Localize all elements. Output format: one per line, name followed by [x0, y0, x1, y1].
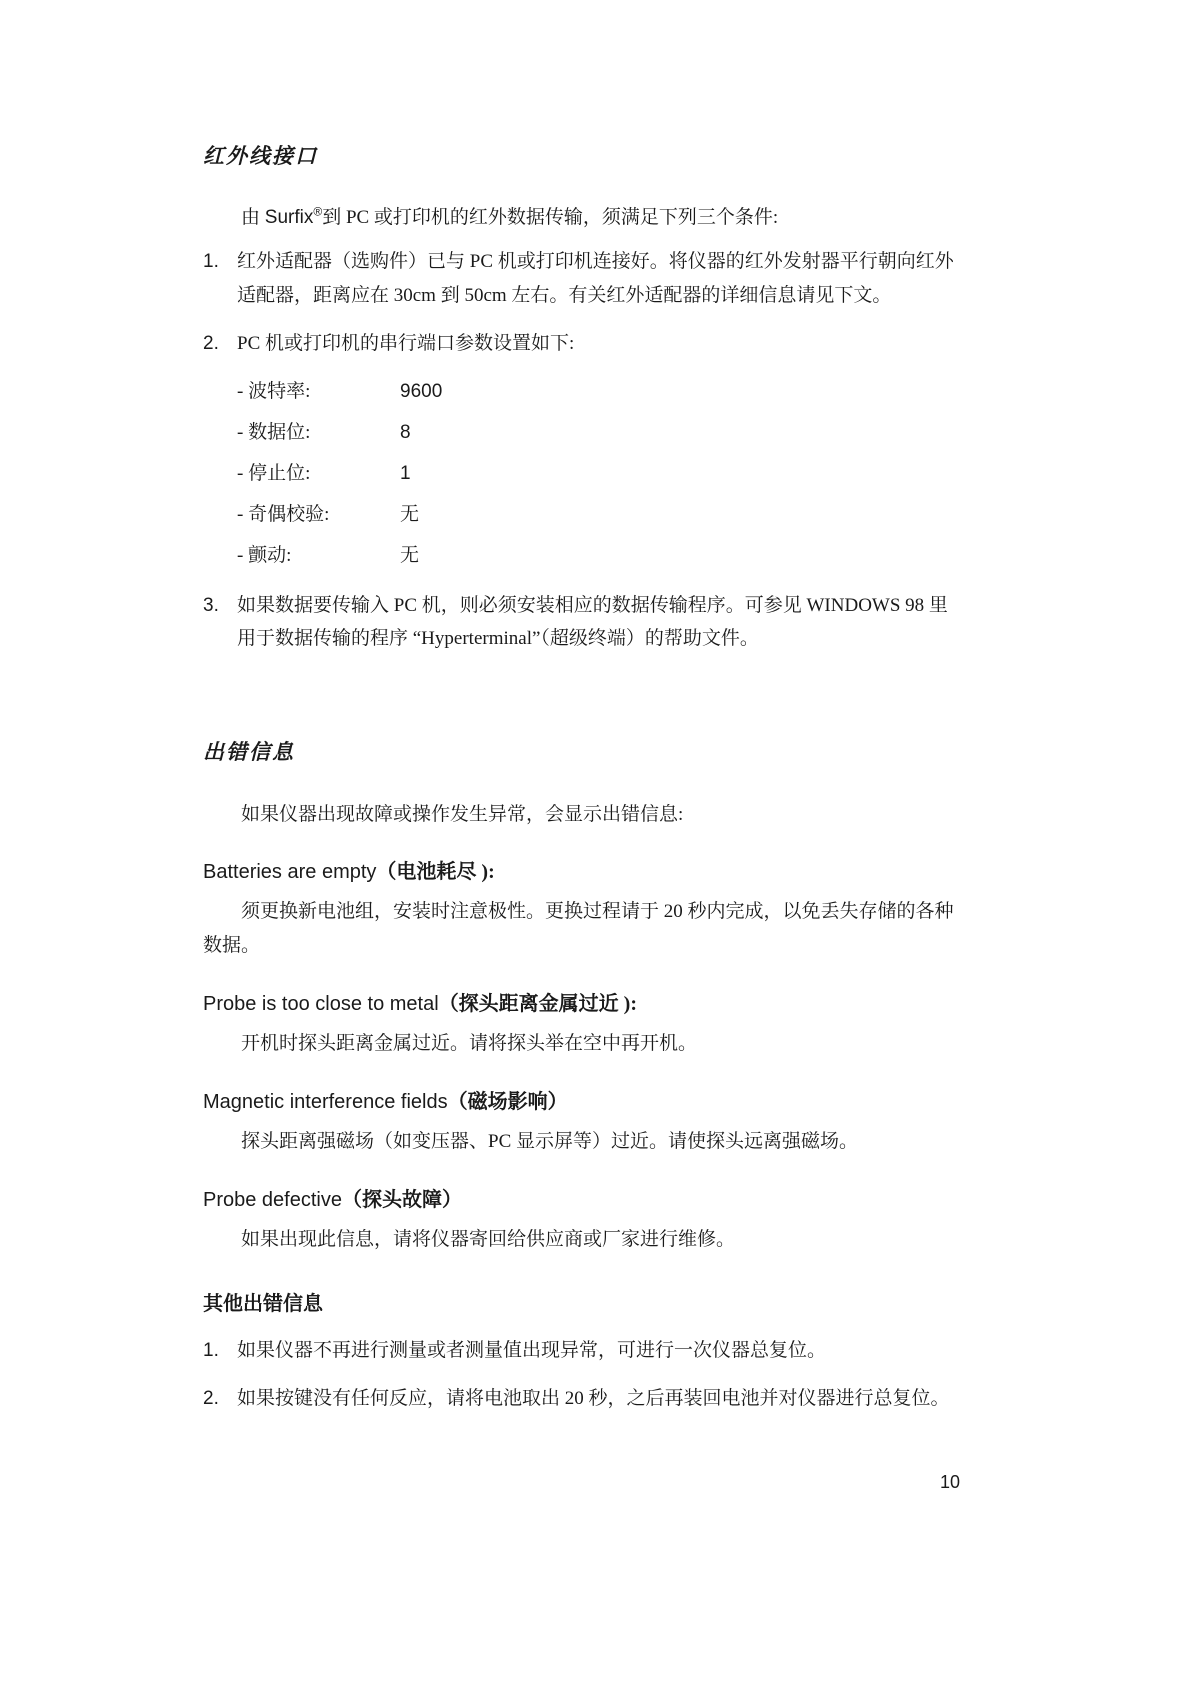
other-error-item-2 [203, 1382, 965, 1416]
param-row-baudrate [237, 375, 965, 409]
list-item-number: 1. [203, 1340, 219, 1362]
list-item-text: 红外适配器（选购件）已与 PC 机或打印机连接好。将仪器的红外发射器平行朝向红外适配器，距离应在 30cm 到 50cm 左右。有关红外适配器的详细信息请见下文。 [237, 251, 954, 306]
list-item-text: 如果数据要传输入 PC 机，则必须安装相应的数据传输程序。可参见 WINDOWS 98 里用于数据传输的程序 “Hyperterminal”（超级终端）的帮助文件。 [237, 594, 948, 650]
list-item-number: 1. [203, 251, 219, 273]
error-block-probe-defective [203, 1185, 965, 1257]
section-heading-infrared: 红外线接口 [203, 144, 318, 168]
list-item-2 [203, 327, 965, 361]
error-block-probe-too-close [203, 989, 965, 1061]
list-item-number: 3. [203, 594, 219, 616]
error-block-magnetic-interference [203, 1087, 965, 1159]
param-value: 9600 [400, 380, 443, 402]
param-row-databits [237, 416, 965, 450]
param-value: 8 [400, 421, 411, 443]
list-item-3 [203, 589, 965, 657]
error-title-en: Probe is too close to metal [203, 993, 439, 1016]
error-title-zh: （探头故障） [341, 1188, 462, 1211]
error-body: 开机时探头距离金属过近。请将探头举在空中再开机。 [241, 1033, 698, 1055]
param-row-parity [237, 498, 965, 532]
list-item-number: 2. [203, 1387, 219, 1409]
list-item-text: 如果仪器不再进行测量或者测量值出现异常，可进行一次仪器总复位。 [237, 1340, 827, 1362]
error-title-en: Batteries are empty [203, 861, 377, 884]
param-label: - 奇偶校验: [237, 503, 330, 525]
registered-trademark-symbol: ® [313, 205, 323, 220]
param-label: - 颤动: [237, 544, 292, 566]
error-title [203, 1087, 965, 1117]
error-title-en: Probe defective [203, 1188, 342, 1211]
infrared-intro-post: 到 PC 或打印机的红外数据传输，须满足下列三个条件: [322, 207, 779, 229]
error-body: 如果出现此信息，请将仪器寄回给供应商或厂家进行维修。 [241, 1228, 736, 1250]
brand-name: Surfix [264, 207, 314, 229]
param-value: 无 [400, 503, 420, 525]
param-label: - 数据位: [237, 421, 311, 443]
param-value: 1 [400, 462, 411, 484]
other-error-item-1 [203, 1334, 965, 1368]
error-body: 须更换新电池组，安装时注意极性。更换过程请于 20 秒内完成，以免丢失存储的各种数据。 [203, 901, 954, 957]
param-row-stopbits [237, 457, 965, 491]
error-title-zh: （电池耗尽 ): [376, 861, 495, 884]
param-row-jitter [237, 539, 965, 573]
other-errors-heading: 其他出错信息 [203, 1292, 323, 1315]
error-title-zh: （磁场影响） [447, 1090, 568, 1113]
error-body: 探头距离强磁场（如变压器、PC 显示屏等）过近。请使探头远离强磁场。 [241, 1130, 858, 1152]
error-title [203, 1185, 965, 1215]
param-label: - 波特率: [237, 380, 311, 402]
error-title-zh: （探头距离金属过近 ): [438, 993, 638, 1016]
error-title-en: Magnetic interference fields [203, 1090, 448, 1113]
list-item-number: 2. [203, 332, 219, 354]
list-item-1 [203, 245, 965, 313]
list-item-text: PC 机或打印机的串行端口参数设置如下: [237, 332, 575, 354]
section-heading-errors: 出错信息 [203, 740, 295, 765]
errors-intro: 如果仪器出现故障或操作发生异常，会显示出错信息: [241, 803, 684, 825]
infrared-intro-pre: 由 [241, 207, 265, 229]
error-block-batteries-empty [203, 857, 965, 963]
param-value: 无 [400, 544, 420, 566]
list-item-text: 如果按键没有任何反应，请将电池取出 20 秒，之后再装回电池并对仪器进行总复位。 [237, 1387, 950, 1409]
page-number: 10 [939, 1472, 960, 1492]
error-title [203, 989, 965, 1019]
serial-port-params [237, 375, 965, 573]
error-title [203, 857, 965, 887]
infrared-intro [203, 201, 965, 235]
param-label: - 停止位: [237, 462, 311, 484]
